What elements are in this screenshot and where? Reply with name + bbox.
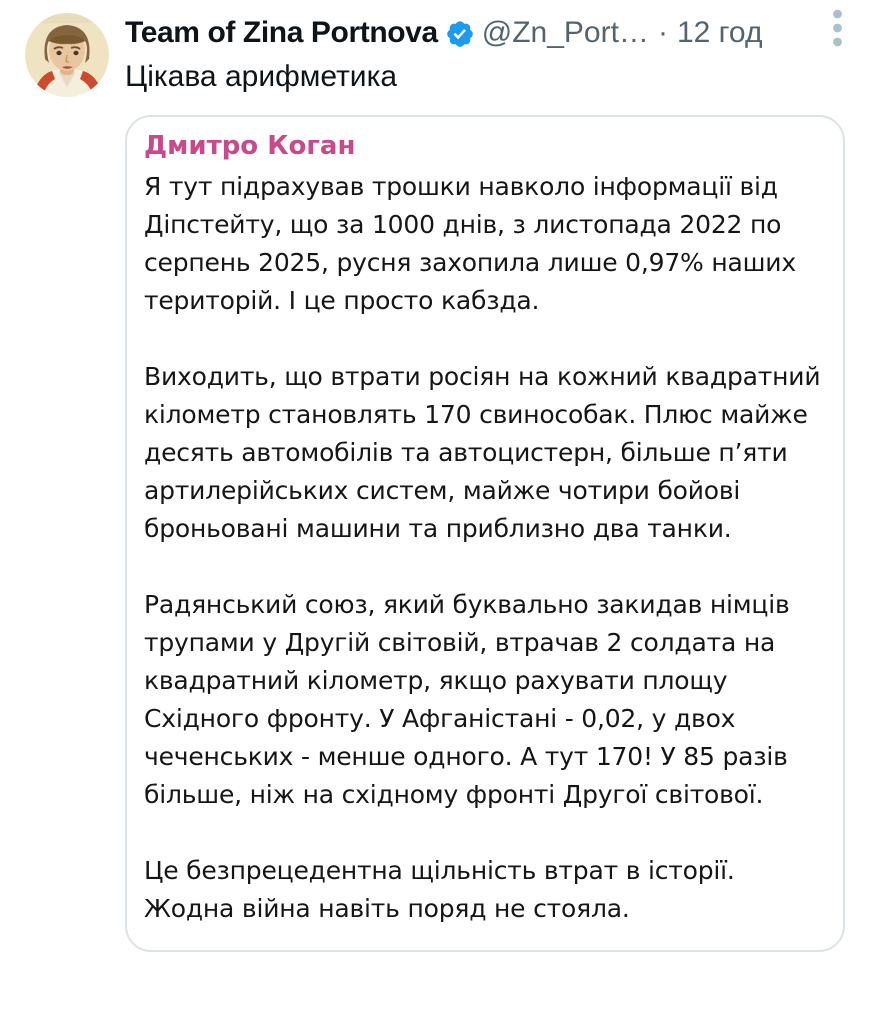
quoted-message-card[interactable]: [125, 115, 845, 952]
tweet-text: Цікава арифметика: [125, 60, 398, 93]
vertical-dots-icon: [832, 7, 843, 53]
user-handle[interactable]: @Zn_Port…: [481, 16, 649, 49]
quoted-paragraph: Це безпрецедентна щільність втрат в історії. Жодна війна навіть поряд не стояла.: [144, 856, 735, 923]
more-menu-button[interactable]: [830, 7, 845, 53]
quoted-paragraph: Виходить, що втрати росіян на кожний квадратний кілометр становлять 170 свинособак. Плюс майже десять автомобілів та автоцистерн, більше п’яти артилерійських систем, майже чотири бойові броньовані машини та приблизно два танки.: [144, 362, 821, 543]
avatar-portrait-image: [25, 13, 109, 97]
tweet-header: [125, 13, 845, 53]
quoted-paragraph: Я тут підрахував трошки навколо інформації від Діпстейту, що за 1000 днів, з листопада 2022 по серпень 2025, русня захопила лише 0,97% наших територій. І це просто кабзда.: [144, 172, 796, 315]
separator-dot: ·: [657, 16, 668, 49]
tweet-content: [125, 13, 845, 952]
quoted-author-name[interactable]: Дмитро Коган: [144, 131, 356, 161]
avatar[interactable]: [25, 13, 109, 97]
quoted-paragraph: Радянський союз, який буквально закидав німців трупами у Другій світовій, втрачав 2 солдата на квадратний кілометр, якщо рахувати площу Східного фронту. У Афганістані - 0,02, у двох чеченських - менше одного. А тут 170! У 85 разів більше, ніж на східному фронті Другої світової.: [144, 590, 790, 809]
avatar-column: [25, 13, 109, 952]
display-name[interactable]: Team of Zina Portnova: [125, 16, 438, 49]
timestamp[interactable]: 12 год: [676, 16, 763, 49]
verified-badge-icon: [445, 19, 475, 49]
